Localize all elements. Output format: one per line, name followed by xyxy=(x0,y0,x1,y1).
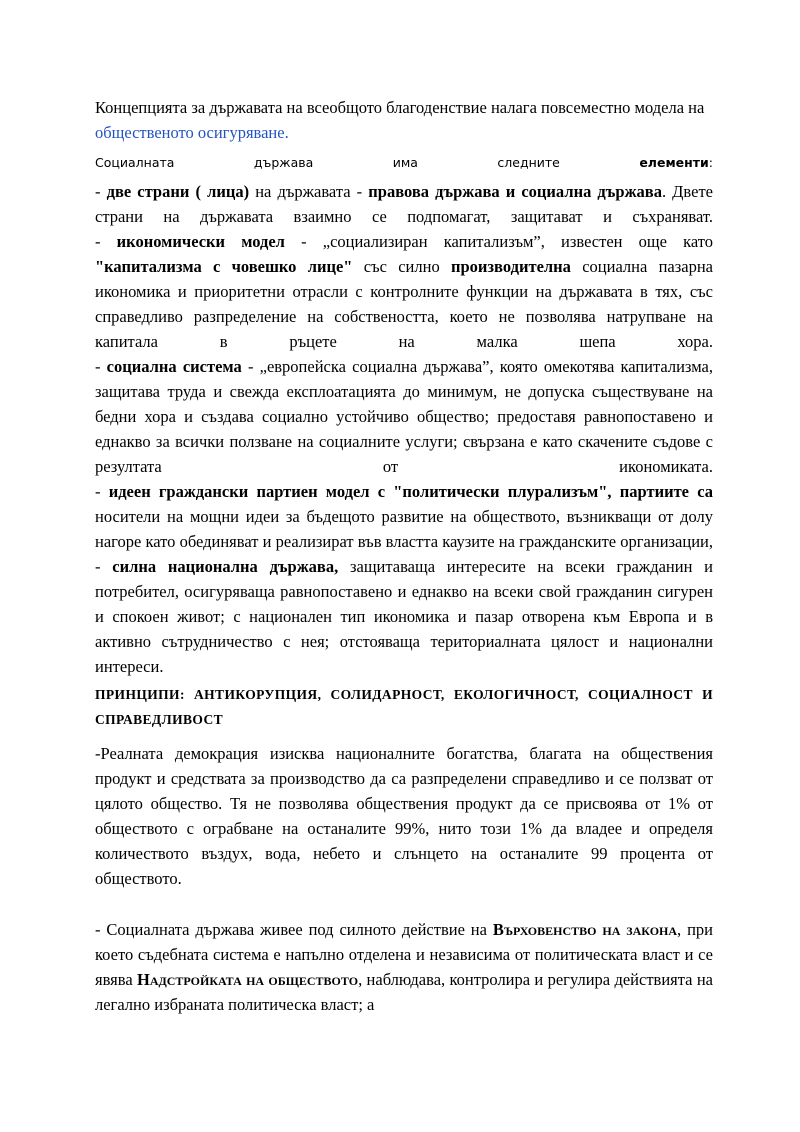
item-party-model xyxy=(95,479,713,554)
rule-of-law-paragraph xyxy=(95,917,713,1017)
text-run: - xyxy=(95,557,113,576)
item-economic-model xyxy=(95,229,713,354)
text-run: "капитализма с човешко лице" xyxy=(95,257,353,276)
real-democracy-paragraph xyxy=(95,741,713,891)
text-run: икономически модел xyxy=(116,232,285,251)
item-social-system xyxy=(95,354,713,479)
text-run: Надстройката на обществото xyxy=(137,970,359,989)
elements-lead-line xyxy=(95,154,713,171)
text-run: силна национална държава, xyxy=(112,557,339,576)
text-run: : xyxy=(708,155,713,170)
text-run: социална система xyxy=(106,357,242,376)
text-run: Върховенство на закона xyxy=(492,920,678,939)
text-run: две страни ( лица) xyxy=(106,182,250,201)
item-national-state xyxy=(95,554,713,679)
text-run: - „европейска социална държава”, която омекотява капитализма, защитава труда и свежда експлоатацията до минимум, не допуска съществуване на бедни хора и създава социално устойчиво общество; предоставя равнопоставено и еднакво за всички ползване на социалните услуги; свързана е като скачените съдове с резултата от икономиката. xyxy=(95,357,713,476)
text-run: елементи xyxy=(639,155,709,170)
text-run: , при което съдебната система е напълно отделена и независима от политическата власт и се явява xyxy=(95,920,713,989)
document-body xyxy=(95,95,713,1017)
text-run: на държавата - xyxy=(249,182,369,201)
text-run: социална пазарна икономика и приоритетни отрасли с контролните функции на държавата в тях, със справедливо разпределение на собствеността, което не позволява натрупване на капитала в ръцете на малка шепа хора. xyxy=(95,257,713,351)
text-run: идеен граждански партиен модел с "политически плурализъм", партиите са xyxy=(108,482,713,501)
principles-heading xyxy=(95,682,713,732)
text-run: Концепцията за държавата на всеобщото благоденствие налага повсеместно модела на xyxy=(95,98,705,117)
text-run: - xyxy=(95,482,109,501)
text-run: - xyxy=(95,182,107,201)
item-two-sides xyxy=(95,179,713,229)
text-run: защитаваща интересите на всеки гражданин и потребител, осигуряваща равнопоставено и еднакво на всеки свой гражданин сигурен и спокоен живот; с национален тип икономика и пазар отворена към Европа и в активно сътрудничество с нея; отстояваща териториалната цялост и национални интереси. xyxy=(95,557,713,676)
text-run: производителна xyxy=(450,257,571,276)
text-run: със силно xyxy=(352,257,451,276)
text-run: ПРИНЦИПИ: АНТИКОРУПЦИЯ, СОЛИДАРНОСТ, ЕКОЛОГИЧНОСТ, СОЦИАЛНОСТ И СПРАВЕДЛИВОСТ xyxy=(95,687,713,727)
text-run: - Социалната държава живее под силното действие на xyxy=(95,920,493,939)
text-run: носители на мощни идеи за бъдещото развитие на обществото, възникващи от долу нагоре като обединяват и реализират във властта каузите на гражданските организации, xyxy=(95,507,713,551)
text-run: . Двете страни на държавата взаимно се подпомагат, защитават и съхраняват. xyxy=(95,182,713,226)
text-run: - „социализиран капитализъм”, известен още като xyxy=(284,232,713,251)
text-run: Социалната държава има следните xyxy=(95,155,640,170)
text-run: - xyxy=(95,232,117,251)
hyperlink[interactable]: общественото осигуряване. xyxy=(95,123,289,142)
text-run: правова държава и социална държава xyxy=(368,182,662,201)
text-run: , наблюдава, контролира и регулира действията на легално избраната политическа власт; а xyxy=(95,970,713,1014)
intro-paragraph xyxy=(95,95,713,145)
text-run: -Реалната демокрация изисква националните богатства, благата на обществения продукт и средствата за производство да са разпределени справедливо и се ползват от цялото общество. Тя не позволява обществения продукт да се присвоява от 1% от обществото с ограбване на останалите 99%, нито този 1% да владее и определя количеството въздух, вода, небето и слънцето на останалите 99 процента от обществото. xyxy=(95,744,713,888)
text-run: - xyxy=(95,357,107,376)
